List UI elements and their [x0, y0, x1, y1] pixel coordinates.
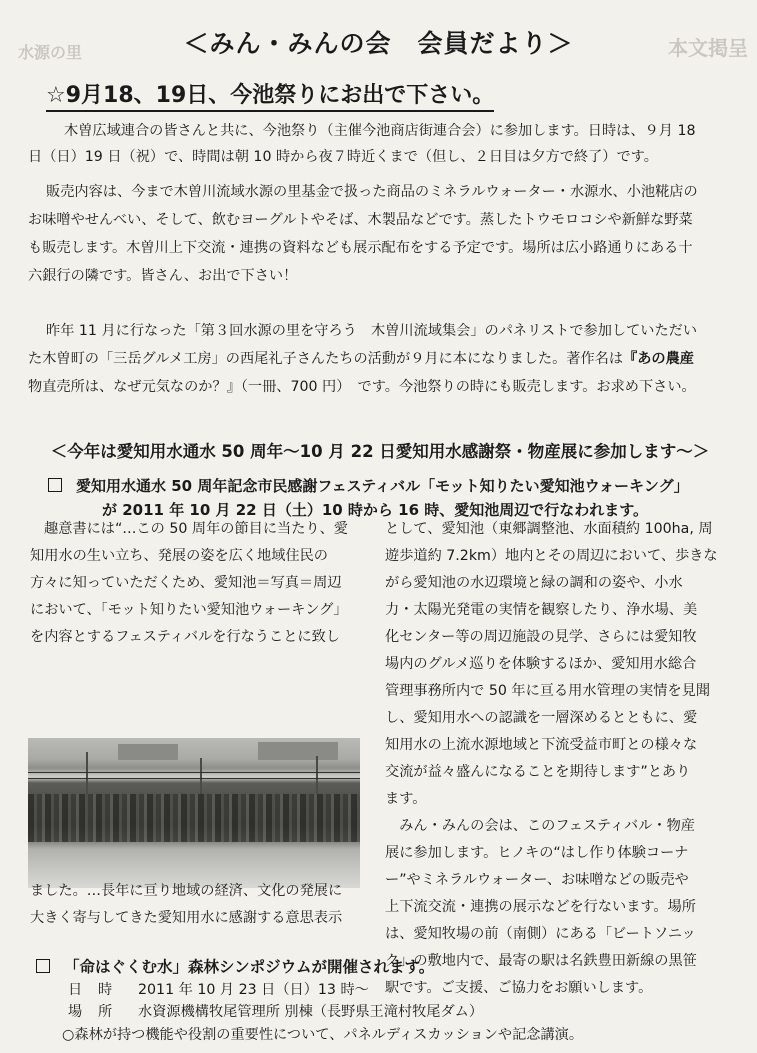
text-line: 力・太陽光発電の実情を観察したり、浄水場、美 — [385, 602, 698, 618]
text-line: を内容とするフェスティバルを行なうことに致し — [30, 629, 340, 645]
checkbox-square-icon — [48, 478, 62, 492]
text-line: 知用水の生い立ち、発展の姿を広く地域住民の — [30, 548, 328, 564]
left-column-bottom — [30, 878, 370, 932]
text-span: 「命はぐくむ水」森林シンポジウムが開催されます。 — [64, 958, 435, 976]
bleed-through-text-left: 水源の里 — [18, 43, 83, 62]
section2-heading: ＜今年は愛知用水通水 50 周年～10 月 22 日愛知用水感謝祭・物産展に参加します～＞ — [50, 442, 710, 461]
text-span: 場 — [68, 1004, 83, 1020]
photo-fence — [28, 778, 360, 779]
text-line: 管理事務所内で 50 年に亘る用水管理の実情を見聞 — [385, 683, 711, 699]
photo-building — [118, 744, 178, 760]
symposium-place-row — [68, 1002, 483, 1023]
text-line: 方々に知っていただくため、愛知池＝写真＝周辺 — [30, 575, 342, 591]
text-line: ます。 — [385, 791, 427, 807]
text-line: 交流が益々盛んになることを期待します”とあり — [385, 764, 691, 780]
text-line: し、愛知用水への認識を一層深めるとともに、愛 — [385, 710, 698, 726]
aichi-pond-photo — [28, 738, 360, 888]
text-line: 販売内容は、今まで木曽川流域水源の里基金で扱った商品のミネラルウォーター・水源水、小池糀店の — [46, 184, 698, 200]
text-span: 所 — [98, 1004, 113, 1020]
section2-item-line2: が 2011 年 10 月 22 日（土）10 時から 16 時、愛知池周辺で行なわれます。 — [102, 501, 649, 519]
text-span: 日 — [68, 982, 83, 998]
text-line: 趣意書には“…この 50 周年の節目に当たり、愛 — [44, 521, 348, 537]
text-line: がら愛知池の水辺環境と緑の調和の姿や、小水 — [385, 575, 683, 591]
right-column — [385, 516, 745, 1002]
text-line: 駅です。ご支援、ご協力をお願いします。 — [385, 980, 653, 996]
text-line: ました。…長年に亘り地域の経済、文化の発展に — [30, 883, 343, 899]
text-line — [28, 345, 738, 373]
symposium-date-row — [68, 980, 369, 1001]
section1-heading: ☆9月18、19日、今池祭りにお出で下さい。 — [46, 78, 494, 112]
text-line: 遊歩道約 7.2km）地内とその周辺において、歩きな — [385, 548, 718, 564]
section2-item — [48, 474, 689, 522]
text-line: みん・みんの会は、このフェスティバル・物産 — [385, 818, 695, 834]
section1-paragraph-3 — [28, 317, 738, 401]
photo-fence — [28, 772, 360, 773]
text-line: 物直売所は、なぜ元気なのか？』（一冊、700 円） です。今池祭りの時にも販売します。お求め下さい。 — [28, 379, 696, 395]
text-line: 木曽広域連合の皆さんと共に、今池祭り（主催今池商店街連合会）に参加します。日時は、９月 18 — [64, 123, 696, 139]
section1-paragraph-2 — [28, 178, 728, 290]
text-line: 知用水の上流水源地域と下流受益市町との様々な — [385, 737, 698, 753]
symposium-note: ○森林が持つ機能や役割の重要性について、パネルディスカッションや記念講演。 — [62, 1027, 584, 1043]
checkbox-square-icon — [36, 959, 50, 973]
photo-building — [258, 742, 338, 760]
text-line: 六銀行の隣です。皆さん、お出で下さい！ — [28, 268, 298, 284]
text-line: 昨年 11 月に行なった「第３回水源の里を守ろう 木曽川流域集会」のパネリストで参加していただい — [46, 323, 698, 339]
text-line: ー”やミネラルウォーター、お味噌などの販売や — [385, 872, 689, 888]
text-line: ク」の敷地内で、最寄の駅は名鉄豊田新線の黒笹 — [385, 953, 697, 969]
text-line: において、「モット知りたい愛知池ウォーキング」 — [30, 602, 348, 618]
text-line: 場内のグルメ巡りを体験するほか、愛知用水総合 — [385, 656, 697, 672]
section1-paragraph-1 — [28, 118, 728, 170]
book-title-part1: 『あの農産 — [623, 351, 694, 367]
newsletter-title: ＜みん・みんの会 会員だより＞ — [183, 29, 574, 58]
text-line: 展に参加します。ヒノキの“はし作り体験コーナ — [385, 845, 689, 861]
date-label — [68, 980, 138, 1001]
left-column-top — [30, 516, 370, 651]
section3-heading — [36, 955, 434, 979]
text-line: 日（日）19 日（祝）で、時間は朝 10 時から夜７時近くまで（但し、２日目は夕方で終了）です。 — [28, 149, 658, 165]
text-span: た木曽町の「三岳グルメ工房」の西尾礼子さんたちの活動が９月に本になりました。著作名は — [28, 351, 624, 367]
text-span: 時 — [98, 982, 113, 998]
text-line: 化センター等の周辺施設の見学、さらには愛知牧 — [385, 629, 697, 645]
place-label — [68, 1002, 138, 1023]
text-line: として、愛知池（東郷調整池、水面積約 100ha, 周 — [385, 521, 713, 537]
photo-trees — [28, 794, 360, 842]
text-line: も販売します。木曽川上下交流・連携の資料なども展示配布をする予定です。場所は広小路通りにある十 — [28, 240, 693, 256]
bleed-through-text-right: 本文掲呈 — [668, 36, 748, 60]
date-value: 2011 年 10 月 23 日（日）13 時～ — [138, 982, 369, 998]
text-span: 愛知用水通水 50 周年記念市民感謝フェスティバル「モット知りたい愛知池ウォーキング」 — [76, 477, 689, 495]
text-line: は、愛知牧場の前（南側）にある「ビートソニッ — [385, 926, 696, 942]
section2-item-line1 — [48, 474, 689, 498]
text-line: お味噌やせんべい、そして、飲むヨーグルトやそば、木製品などです。蒸したトウモロコシや新鮮な野菜 — [28, 212, 693, 228]
place-value: 水資源機構牧尾管理所 別棟（長野県王滝村牧尾ダム） — [138, 1004, 484, 1020]
text-line: 大きく寄与してきた愛知用水に感謝する意思表示 — [30, 910, 343, 926]
text-line: 上下流交流・連携の展示などを行ないます。場所 — [385, 899, 696, 915]
